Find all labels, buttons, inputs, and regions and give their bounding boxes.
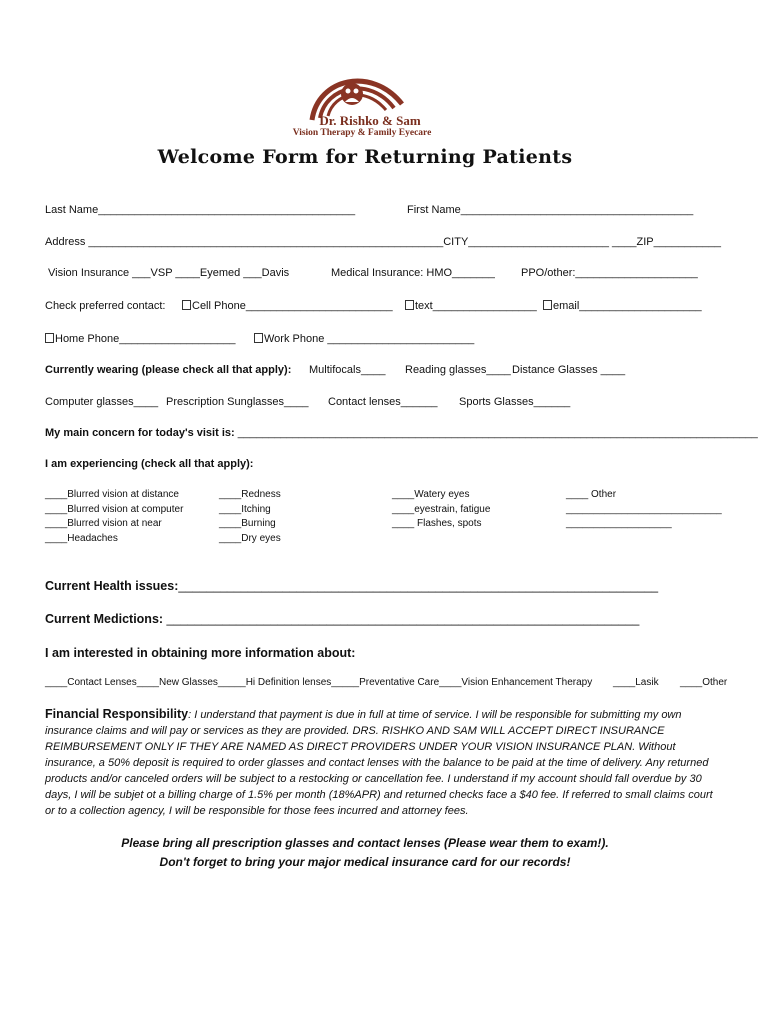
medications-line: ____________________________________________________________________ [163, 612, 640, 626]
email-option[interactable] [543, 300, 702, 312]
logo-subtitle: Vision Therapy & Family Eyecare [292, 128, 432, 138]
symptoms-col-2 [219, 488, 281, 546]
work-phone-option[interactable] [254, 333, 474, 345]
text-checkbox[interactable] [405, 300, 414, 310]
main-concern-line: _____________________________________________________________________________________ [237, 427, 758, 439]
email-label: email____________________ [553, 300, 702, 312]
insurance-card-note: Don't forget to bring your major medical insurance card for our records! [159, 855, 571, 869]
home-phone-checkbox[interactable] [45, 333, 54, 343]
interest-label: I am interested in obtaining more information about: [45, 646, 356, 660]
symptom-watery-eyes[interactable]: ____Watery eyes [392, 489, 470, 500]
preferred-contact-label: Check preferred contact: [45, 300, 166, 312]
wearing-label: Currently wearing (please check all that apply): [45, 364, 292, 376]
last-name-field[interactable]: Last Name__________________________________________ [45, 204, 356, 216]
multifocals-option[interactable]: Multifocals____ [309, 364, 386, 376]
symptom-dry-eyes[interactable]: ____Dry eyes [219, 532, 281, 544]
sports-glasses-option[interactable]: Sports Glasses______ [459, 396, 571, 408]
main-concern-label: My main concern for today's visit is: [45, 427, 235, 439]
main-concern-field[interactable] [45, 427, 758, 439]
symptoms-col-3 [392, 488, 490, 532]
symptom-blurred-distance[interactable]: ____Blurred vision at distance [45, 489, 179, 500]
first-name-field[interactable]: First Name______________________________________ [407, 204, 694, 216]
cell-phone-option[interactable] [182, 300, 393, 312]
work-phone-label: Work Phone ________________________ [264, 333, 475, 345]
interest-lasik[interactable]: ____Lasik [613, 677, 659, 688]
health-issues-label: Current Health issues: [45, 579, 179, 593]
work-phone-checkbox[interactable] [254, 333, 263, 343]
vision-insurance-field[interactable]: Vision Insurance ___VSP ____Eyemed ___Davis [48, 267, 290, 279]
medications-label: Current Medictions: [45, 612, 164, 626]
symptom-blurred-computer[interactable]: ____Blurred vision at computer [45, 503, 184, 515]
rx-sunglasses-option[interactable]: Prescription Sunglasses____ [166, 396, 309, 408]
page-title: Welcome Form for Returning Patients [157, 146, 573, 168]
symptom-burning[interactable]: ____Burning [219, 518, 276, 529]
experiencing-label: I am experiencing (check all that apply): [45, 458, 254, 470]
symptom-other-line-1[interactable]: ____________________________ [566, 503, 722, 515]
symptom-other-line-2[interactable]: ___________________ [566, 518, 672, 529]
financial-text: : I understand that payment is due in full at time of service. I will be responsible for submitting my own insurance claims and will pay or services as they are provided. DRS. RISHKO AND SAM WILL ACCEPT DIRECT INSURANCE REIMBURSEMENT ONLY IF THEY ARE NAMED AS DIRECT PROVIDERS UNDER YOUR VISION INSURANCE PLAN. Without insurance, a 50% deposit is required to order glasses and contact lenses with the balance to be paid at the time of delivery. Any returned products and/or canceled orders will be subject to a restocking or cancellation fee. I understand if my account should fall overdue by 30 days, I will be subjet ot a billing charge of 1.5% per month (18%APR) and returned checks face a $40 fee. If referred to small claims court or to a collection agency, I will be responsible for those fees incurred and attorney fees. [45, 709, 713, 817]
symptom-blurred-near[interactable]: ____Blurred vision at near [45, 518, 162, 529]
home-phone-label: Home Phone___________________ [55, 333, 236, 345]
interest-options[interactable]: ____Contact Lenses____New Glasses_____Hi Definition lenses_____Preventative Care____Vision Enhancement Therapy [45, 677, 593, 688]
bring-glasses-note: Please bring all prescription glasses and contact lenses (Please wear them to exam!). [121, 836, 609, 850]
logo-name: Dr. Rishko & Sam [319, 113, 421, 128]
cell-phone-label: Cell Phone________________________ [192, 300, 393, 312]
home-phone-option[interactable] [45, 333, 235, 345]
symptom-flashes[interactable]: ____ Flashes, spots [392, 518, 482, 529]
contact-lenses-option[interactable]: Contact lenses______ [328, 396, 438, 408]
distance-glasses-option[interactable]: Distance Glasses ____ [512, 364, 626, 376]
cell-phone-checkbox[interactable] [182, 300, 191, 310]
reading-glasses-option[interactable]: Reading glasses____ [405, 364, 511, 376]
symptom-other[interactable]: ____ Other [566, 489, 617, 500]
symptom-headaches[interactable]: ____Headaches [45, 532, 118, 544]
financial-responsibility [45, 706, 725, 819]
email-checkbox[interactable] [543, 300, 552, 310]
computer-glasses-option[interactable]: Computer glasses____ [45, 396, 159, 408]
interest-other[interactable]: ____Other [680, 677, 728, 688]
ppo-field[interactable]: PPO/other:____________________ [521, 267, 698, 279]
financial-label: Financial Responsibility [45, 707, 189, 721]
text-option[interactable] [405, 300, 537, 312]
health-issues-field[interactable] [45, 579, 658, 593]
health-issues-line: _____________________________________________________________________ [178, 579, 659, 593]
address-field[interactable]: Address __________________________________________________________CITY_______________________ ____ZIP___________ [45, 236, 721, 248]
medications-field[interactable] [45, 612, 639, 626]
symptom-eyestrain[interactable]: ____eyestrain, fatigue [392, 503, 491, 515]
text-label: text_________________ [415, 300, 537, 312]
symptoms-col-1 [45, 488, 183, 546]
symptoms-col-4 [566, 488, 722, 532]
symptom-redness[interactable]: ____Redness [219, 489, 281, 500]
medical-insurance-field[interactable]: Medical Insurance: HMO_______ [331, 267, 495, 279]
symptom-itching[interactable]: ____Itching [219, 503, 271, 515]
